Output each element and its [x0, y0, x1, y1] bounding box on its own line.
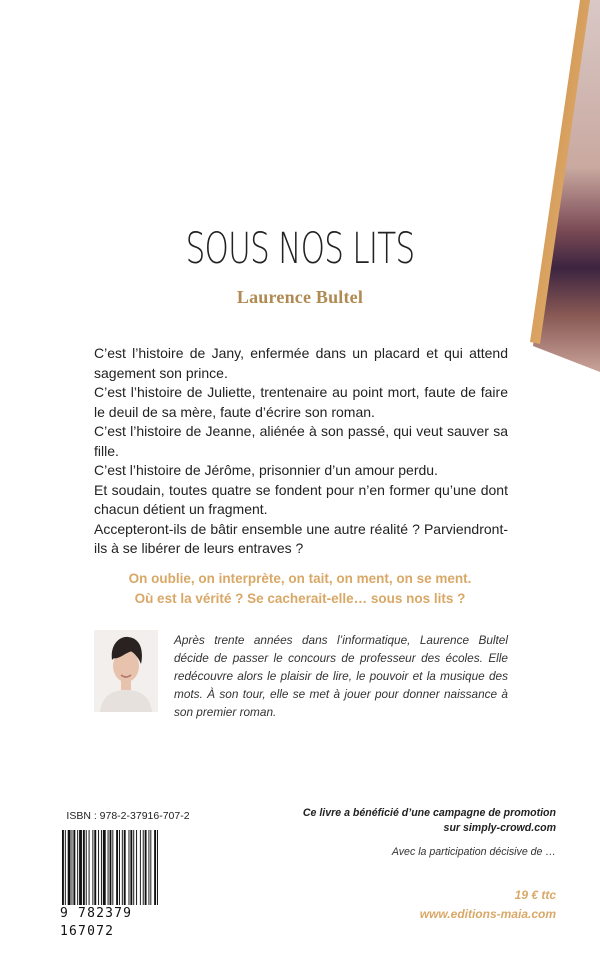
barcode-bar: [94, 830, 96, 908]
synopsis-paragraph: C’est l’histoire de Juliette, trentenaire au point mort, faute de faire le deuil de sa mère, faute d’écrire son roman.: [94, 384, 508, 420]
promo-line: Ce livre a bénéficié d’une campagne de promotion: [302, 807, 556, 819]
tagline-line: On oublie, on interprète, on tait, on ment, on se ment.: [128, 571, 472, 586]
barcode-bar: [89, 830, 90, 908]
tagline-line: Où est la vérité ? Se cacherait-elle… sous nos lits ?: [134, 591, 466, 606]
barcode-bar: [72, 830, 73, 908]
promo-line: sur simply-crowd.com: [443, 822, 556, 834]
barcode-bar: [68, 830, 71, 908]
barcode-bar: [145, 830, 147, 908]
synopsis-paragraph: C’est l’histoire de Jany, enfermée dans un placard et qui attend sagement son prince.: [94, 345, 508, 381]
barcode-bar: [92, 830, 93, 908]
barcode-bar: [157, 830, 158, 908]
author-bio: Après trente années dans l’informatique, Laurence Bultel décide de passer le concours de professeur des écoles. Elle redécouvre alors le plaisir de lire, le pouvoir et la musique des mots. À son tour, elle se met à jouer pour donner naissance à son premier roman.: [174, 633, 508, 719]
author-photo: [94, 630, 158, 712]
barcode-bar: [133, 830, 134, 908]
barcode-bar: [83, 830, 85, 908]
barcode-bar: [154, 830, 156, 908]
barcode-bar: [143, 830, 144, 908]
isbn: ISBN : 978-2-37916-707-2: [66, 810, 190, 822]
barcode-bar: [129, 830, 130, 908]
barcode-bar: [103, 830, 106, 908]
participation-note: Avec la participation décisive de …: [391, 846, 556, 858]
barcode-bar: [112, 830, 113, 908]
barcode-bar: [150, 830, 151, 908]
barcode-bar: [62, 830, 64, 908]
synopsis: [94, 344, 508, 559]
barcode-bar: [116, 830, 118, 908]
barcode-bar: [86, 830, 87, 908]
barcode-bar: [98, 830, 99, 908]
synopsis-paragraph: Et soudain, toutes quatre se fondent pour n’en former qu’une dont chacun détient un fragment.: [94, 481, 508, 517]
barcode-bar: [140, 830, 141, 908]
cover-art-corner: [0, 0, 600, 400]
synopsis-paragraph: C’est l’histoire de Jeanne, aliénée à son passé, qui veut sauver sa fille.: [94, 423, 508, 459]
barcode-bar: [122, 830, 123, 908]
price: 19 € ttc: [514, 888, 556, 902]
barcode-digits: 9 782379 167072: [60, 905, 190, 923]
publisher-website: www.editions-maia.com: [419, 907, 556, 921]
barcode-bar: [119, 830, 120, 908]
barcode-bar: [108, 830, 109, 908]
barcode-bar: [124, 830, 126, 908]
promo-note: [256, 806, 556, 836]
barcode-bar: [77, 830, 78, 908]
barcode-bar: [79, 830, 82, 908]
book-title: SOUS NOS LITS: [185, 224, 415, 274]
author-name: Laurence Bultel: [236, 287, 364, 307]
barcode-bar: [148, 830, 149, 908]
barcode-bar: [73, 830, 75, 908]
barcode-bar: [136, 830, 137, 908]
tagline: [0, 569, 600, 609]
barcode-bar: [101, 830, 102, 908]
barcode-bar: [65, 830, 66, 908]
synopsis-paragraph: Accepteront-ils de bâtir ensemble une autre réalité ? Parviendront-ils à se libérer de leurs entraves ?: [94, 520, 508, 556]
barcode-bar: [130, 830, 132, 908]
synopsis-paragraph: C’est l’histoire de Jérôme, prisonnier d’un amour perdu.: [94, 462, 438, 478]
barcode-bar: [110, 830, 112, 908]
